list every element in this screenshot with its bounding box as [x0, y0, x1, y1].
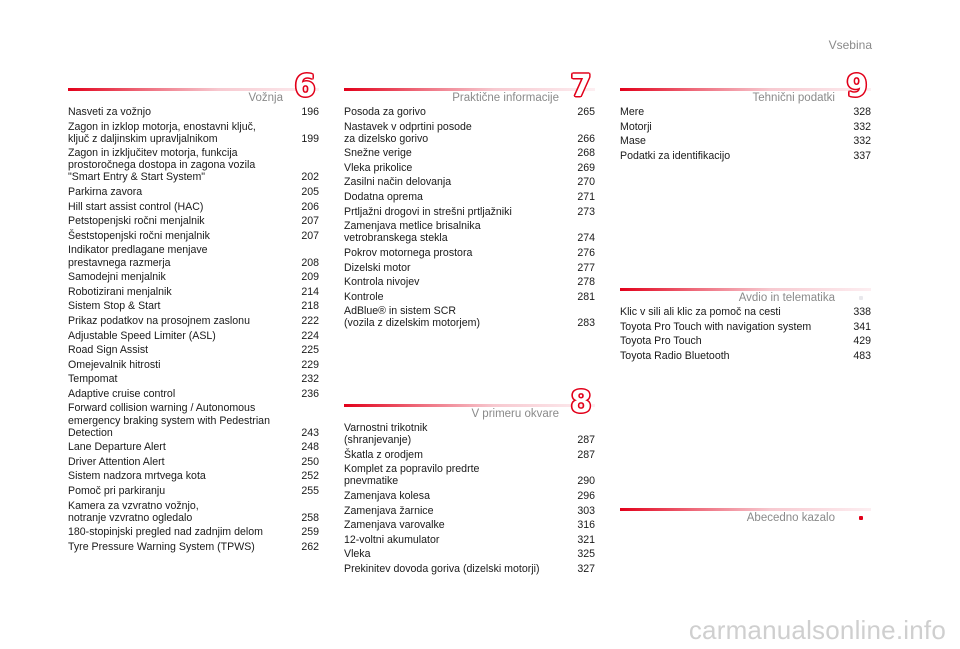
- section-marker-icon: [859, 296, 863, 300]
- toc-entry[interactable]: [68, 359, 319, 371]
- toc-entry[interactable]: [68, 244, 319, 268]
- section-marker-icon: [859, 516, 863, 520]
- toc-list: [344, 106, 595, 330]
- toc-entry-page: 224: [301, 329, 319, 342]
- toc-entry-page: 328: [853, 106, 871, 118]
- section-title[interactable]: Vožnja: [248, 92, 283, 104]
- toc-entry-title: AdBlue® in sistem SCR (vozila z dizelskim motorjem): [344, 305, 480, 330]
- section-title[interactable]: Praktične informacije: [452, 92, 559, 104]
- toc-entry-page: 270: [577, 176, 595, 189]
- toc-entry-title: Vleka: [344, 548, 371, 561]
- toc-entry-title: Snežne verige: [344, 147, 412, 160]
- toc-entry-title: Zamenjava metlice brisalnika vetrobranskega stekla: [344, 220, 481, 245]
- toc-entry[interactable]: [68, 121, 319, 145]
- toc-entry-title: Šeststopenjski ročni menjalnik: [68, 229, 210, 242]
- toc-entry-page: 296: [577, 489, 595, 502]
- toc-entry-title: Parkirna zavora: [68, 186, 143, 199]
- section-prakticne-informacije: [344, 69, 595, 332]
- toc-entry-page: 206: [301, 200, 319, 213]
- toc-entry[interactable]: [620, 321, 871, 333]
- toc-entry-title: Robotizirani menjalnik: [68, 285, 172, 298]
- toc-entry-page: 341: [853, 320, 871, 333]
- toc-entry-page: 236: [301, 387, 319, 400]
- chapter-number-badge[interactable]: 8: [570, 385, 592, 420]
- toc-entry-page: 258: [301, 511, 319, 524]
- toc-entry-page: 332: [853, 135, 871, 148]
- toc-entry-page: 218: [301, 300, 319, 313]
- toc-entry-page: 281: [577, 290, 595, 303]
- toc-entry-title: Dizelski motor: [344, 261, 411, 274]
- toc-entry-page: 248: [301, 441, 319, 454]
- toc-entry-page: 222: [301, 314, 319, 327]
- toc-entry-title: Adjustable Speed Limiter (ASL): [68, 329, 216, 342]
- toc-entry[interactable]: [620, 150, 871, 162]
- toc-entry[interactable]: [68, 485, 319, 497]
- toc-entry-title: Škatla z orodjem: [344, 448, 423, 461]
- toc-entry[interactable]: [344, 247, 595, 259]
- toc-entry-title: Prekinitev dovoda goriva (dizelski motorji): [344, 562, 540, 575]
- toc-entry[interactable]: [344, 276, 595, 288]
- toc-entry[interactable]: [620, 106, 871, 118]
- toc-entry[interactable]: [344, 422, 595, 446]
- toc-entry-page: 243: [301, 426, 319, 439]
- toc-entry[interactable]: [344, 563, 595, 575]
- toc-entry-title: Omejevalnik hitrosti: [68, 358, 161, 371]
- toc-entry[interactable]: [344, 106, 595, 118]
- toc-entry[interactable]: [344, 463, 595, 487]
- toc-entry-title: Kamera za vzvratno vožnjo, notranje vzvratno ogledalo: [68, 499, 199, 524]
- toc-entry[interactable]: [344, 548, 595, 560]
- toc-entry-page: 274: [577, 232, 595, 245]
- toc-entry-page: 232: [301, 373, 319, 386]
- toc-entry-title: Zagon in izklop motorja, enostavni ključ, ključ z daljinskim upravljalnikom: [68, 120, 256, 145]
- section-avdio-in-telematika: [620, 280, 871, 364]
- toc-entry-title: 12-voltni akumulator: [344, 533, 440, 546]
- toc-entry-page: 337: [853, 149, 871, 162]
- toc-entry-title: Mere: [620, 106, 645, 118]
- toc-entry-title: Kontrole: [344, 290, 384, 303]
- section-title[interactable]: Avdio in telematika: [738, 292, 835, 304]
- toc-entry-page: 207: [301, 215, 319, 228]
- toc-entry-title: Sistem Stop & Start: [68, 300, 161, 313]
- toc-entry-page: 266: [577, 132, 595, 145]
- section-divider-bar: [68, 88, 319, 91]
- toc-entry-page: 214: [301, 285, 319, 298]
- toc-entry-page: 483: [853, 349, 871, 362]
- toc-list: [620, 306, 871, 362]
- toc-entry-title: Zasilni način delovanja: [344, 176, 452, 189]
- toc-entry-title: Vleka prikolice: [344, 161, 413, 174]
- toc-entry-page: 252: [301, 470, 319, 483]
- toc-entry[interactable]: [344, 490, 595, 502]
- toc-entry[interactable]: [68, 315, 319, 327]
- toc-entry[interactable]: [344, 147, 595, 159]
- section-header: [344, 385, 595, 422]
- toc-entry-page: 283: [577, 317, 595, 330]
- toc-entry-page: 225: [301, 344, 319, 357]
- toc-entry-title: Posoda za gorivo: [344, 106, 426, 118]
- toc-entry[interactable]: [68, 147, 319, 183]
- section-header: [68, 69, 319, 106]
- toc-entry-title: Samodejni menjalnik: [68, 271, 166, 284]
- toc-entry[interactable]: [68, 470, 319, 482]
- toc-entry-page: 325: [577, 548, 595, 561]
- toc-entry[interactable]: [344, 505, 595, 517]
- toc-entry-page: 196: [301, 106, 319, 118]
- toc-entry-page: 303: [577, 504, 595, 517]
- toc-list: [68, 106, 319, 553]
- section-divider-bar: [620, 88, 871, 91]
- toc-entry-title: Tyre Pressure Warning System (TPWS): [68, 540, 255, 553]
- section-title[interactable]: V primeru okvare: [471, 408, 559, 420]
- page-title: Vsebina: [828, 38, 872, 52]
- toc-entry-title: Zamenjava kolesa: [344, 489, 430, 502]
- toc-entry[interactable]: [344, 305, 595, 329]
- toc-entry-page: 202: [301, 171, 319, 184]
- section-header: [620, 69, 871, 106]
- toc-entry-title: Forward collision warning / Autonomous emergency braking system with Pedestrian Detection: [68, 402, 270, 439]
- chapter-number-badge[interactable]: 9: [846, 69, 868, 104]
- toc-entry[interactable]: [68, 106, 319, 118]
- toc-entry-title: Pokrov motornega prostora: [344, 246, 473, 259]
- toc-entry-page: 259: [301, 526, 319, 539]
- toc-entry-page: 207: [301, 229, 319, 242]
- toc-entry-title: Driver Attention Alert: [68, 455, 165, 468]
- toc-entry-title: Mase: [620, 135, 646, 148]
- section-vožnja: [68, 69, 319, 556]
- chapter-number-badge[interactable]: 6: [294, 69, 316, 104]
- toc-entry-title: Hill start assist control (HAC): [68, 200, 204, 213]
- toc-entry-page: 229: [301, 358, 319, 371]
- toc-entry-page: 199: [301, 132, 319, 145]
- toc-entry-title: Dodatna oprema: [344, 191, 423, 204]
- toc-entry-title: Toyota Pro Touch with navigation system: [620, 320, 812, 333]
- section-divider-bar: [620, 288, 871, 291]
- toc-entry[interactable]: [344, 262, 595, 274]
- toc-entry-title: Nasveti za vožnjo: [68, 106, 152, 118]
- toc-entry[interactable]: [68, 201, 319, 213]
- chapter-number-badge[interactable]: 7: [570, 69, 592, 104]
- toc-entry-title: Pomoč pri parkiranju: [68, 485, 166, 498]
- toc-entry-title: Indikator predlagane menjave prestavnega razmerja: [68, 244, 208, 269]
- toc-entry-title: Zamenjava varovalke: [344, 519, 445, 532]
- toc-entry[interactable]: [68, 215, 319, 227]
- toc-entry-title: Podatki za identifikacijo: [620, 149, 731, 162]
- toc-entry[interactable]: [344, 162, 595, 174]
- toc-entry-title: Motorji: [620, 120, 652, 133]
- toc-entry-page: 208: [301, 256, 319, 269]
- section-divider-bar: [344, 404, 595, 407]
- toc-entry[interactable]: [68, 388, 319, 400]
- section-divider-bar: [620, 508, 871, 511]
- toc-entry[interactable]: [344, 220, 595, 244]
- toc-entry[interactable]: [68, 500, 319, 524]
- section-title[interactable]: Abecedno kazalo: [746, 512, 835, 524]
- toc-entry-page: 269: [577, 161, 595, 174]
- toc-entry[interactable]: [344, 176, 595, 188]
- toc-entry[interactable]: [68, 402, 319, 438]
- toc-entry[interactable]: [344, 534, 595, 546]
- toc-entry-title: Prikaz podatkov na prosojnem zaslonu: [68, 314, 250, 327]
- toc-entry[interactable]: [620, 135, 871, 147]
- toc-entry[interactable]: [68, 373, 319, 385]
- toc-entry-page: 338: [853, 306, 871, 318]
- toc-entry-page: 255: [301, 485, 319, 498]
- toc-entry-page: 278: [577, 276, 595, 289]
- toc-entry[interactable]: [68, 330, 319, 342]
- toc-entry[interactable]: [68, 230, 319, 242]
- toc-entry-page: 205: [301, 186, 319, 199]
- section-title[interactable]: Tehnični podatki: [752, 92, 835, 104]
- toc-entry-title: Sistem nadzora mrtvega kota: [68, 470, 206, 483]
- watermark: carmanualsonline.info: [688, 615, 946, 645]
- section-header: [344, 69, 595, 106]
- toc-entry-page: 250: [301, 455, 319, 468]
- toc-entry-title: Toyota Pro Touch: [620, 335, 702, 348]
- toc-list: [620, 106, 871, 162]
- toc-entry[interactable]: [68, 456, 319, 468]
- toc-entry[interactable]: [620, 306, 871, 318]
- toc-entry-page: 209: [301, 271, 319, 284]
- toc-entry-title: Kontrola nivojev: [344, 276, 420, 289]
- section-header: [620, 280, 871, 306]
- toc-entry-title: Nastavek v odprtini posode za dizelsko gorivo: [344, 120, 472, 145]
- toc-entry-page: 277: [577, 261, 595, 274]
- toc-entry-title: Lane Departure Alert: [68, 441, 166, 454]
- toc-entry[interactable]: [344, 449, 595, 461]
- toc-entry[interactable]: [620, 121, 871, 133]
- toc-entry-title: Zagon in izključitev motorja, funkcija prostoročnega dostopa in zagona vozila "Smart Entry & Start System": [68, 147, 256, 184]
- toc-entry[interactable]: [68, 300, 319, 312]
- toc-entry[interactable]: [68, 526, 319, 538]
- toc-entry-page: 262: [301, 540, 319, 553]
- toc-entry-page: 429: [853, 335, 871, 348]
- toc-entry[interactable]: [344, 121, 595, 145]
- toc-entry[interactable]: [68, 286, 319, 298]
- toc-entry-page: 271: [577, 191, 595, 204]
- toc-entry-page: 276: [577, 246, 595, 259]
- toc-entry-page: 332: [853, 120, 871, 133]
- section-tehnicni-podatki: [620, 69, 871, 164]
- toc-entry[interactable]: [620, 350, 871, 362]
- toc-entry-title: Toyota Radio Bluetooth: [620, 349, 730, 362]
- toc-entry-page: 321: [577, 533, 595, 546]
- toc-entry-page: 265: [577, 106, 595, 118]
- toc-entry-page: 327: [577, 562, 595, 575]
- toc-entry-title: Road Sign Assist: [68, 344, 149, 357]
- toc-entry-title: Komplet za popravilo predrte pnevmatike: [344, 463, 480, 488]
- toc-entry-title: Tempomat: [68, 373, 118, 386]
- toc-entry-page: 273: [577, 205, 595, 218]
- toc-entry[interactable]: [344, 291, 595, 303]
- section-v-primeru-okvare: [344, 385, 595, 578]
- toc-entry-page: 268: [577, 147, 595, 160]
- toc-entry-page: 316: [577, 519, 595, 532]
- section-header: [620, 500, 871, 526]
- toc-entry[interactable]: [68, 344, 319, 356]
- toc-entry[interactable]: [344, 519, 595, 531]
- toc-entry-title: Zamenjava žarnice: [344, 504, 434, 517]
- toc-entry-title: Prtljažni drogovi in strešni prtljažniki: [344, 205, 512, 218]
- toc-entry[interactable]: [68, 541, 319, 553]
- toc-entry[interactable]: [620, 335, 871, 347]
- section-divider-bar: [344, 88, 595, 91]
- toc-entry[interactable]: [344, 206, 595, 218]
- toc-entry[interactable]: [344, 191, 595, 203]
- toc-entry-title: Petstopenjski ročni menjalnik: [68, 215, 205, 228]
- toc-entry-title: Klic v sili ali klic za pomoč na cesti: [620, 306, 781, 318]
- toc-entry-title: Adaptive cruise control: [68, 387, 176, 400]
- section-abecedno-kazalo: [620, 500, 871, 526]
- toc-entry-title: Varnostni trikotnik (shranjevanje): [344, 422, 428, 447]
- toc-entry-page: 287: [577, 434, 595, 447]
- toc-list: [344, 422, 595, 575]
- toc-entry-page: 290: [577, 475, 595, 488]
- toc-entry-title: 180-stopinjski pregled nad zadnjim delom: [68, 526, 263, 539]
- toc-entry[interactable]: [68, 186, 319, 198]
- toc-entry[interactable]: [68, 441, 319, 453]
- toc-entry-page: 287: [577, 448, 595, 461]
- toc-entry[interactable]: [68, 271, 319, 283]
